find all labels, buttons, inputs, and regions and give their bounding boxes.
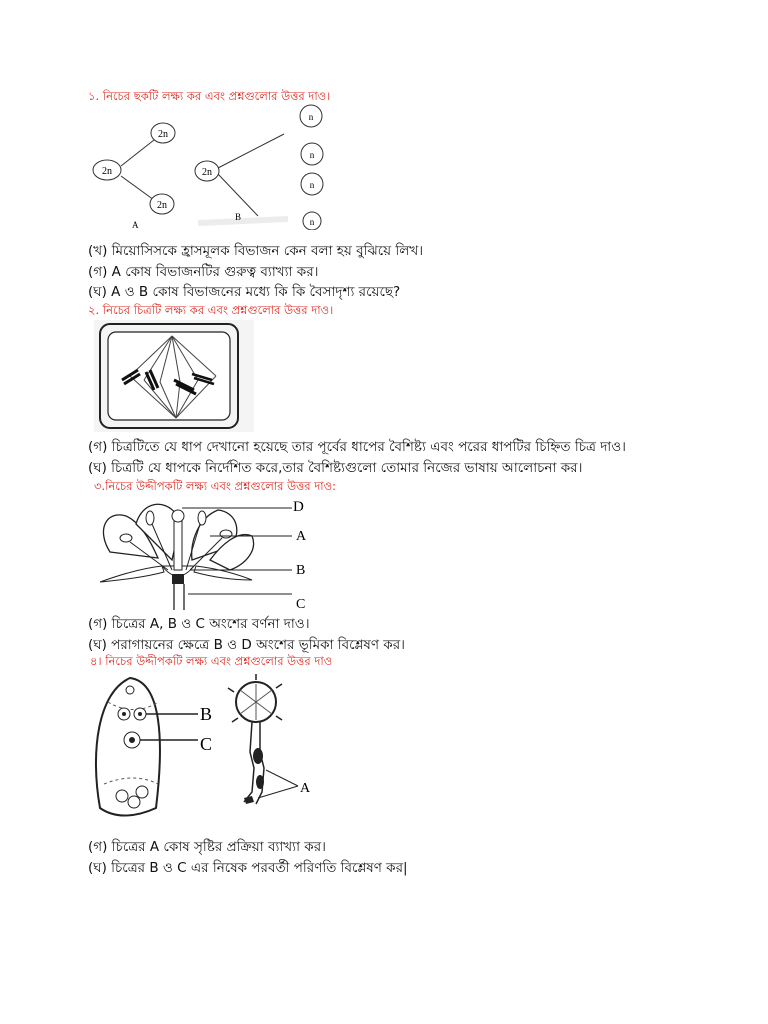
q4-fig-label-a: A: [300, 781, 311, 796]
q3-fig-label-b: B: [296, 563, 306, 578]
q1-heading: ১. নিচের ছকটি লক্ষ্য কর এবং প্রশ্নগুলোর উত্তর দাও।: [88, 89, 331, 103]
q4-fig-label-b: B: [200, 704, 213, 724]
q1-item-gha: (ঘ) A ও B কোষ বিভাজনের মধ্যে কি কি বৈসাদৃশ্য রয়েছে?: [88, 284, 401, 300]
q1-fig-n-3: n: [309, 180, 315, 190]
q3-heading: ৩.নিচের উদ্দীপকটি লক্ষ্য এবং প্রশ্নগুলোর উত্তর দাও:: [94, 479, 336, 493]
q1-fig-n-1: n: [308, 112, 314, 122]
q3-flower-diagram: [92, 494, 322, 610]
q3-fig-label-a: A: [296, 529, 307, 544]
q1-fig-2n-parent-a: 2n: [102, 166, 112, 177]
q4-item-gha: (ঘ) চিত্রের B ও C এর নিষেক পরবর্তী পরিণতি বিশ্লেষণ কর|: [88, 860, 408, 876]
q3-item-gha: (ঘ) পরাগায়নের ক্ষেত্রে B ও D অংশের ভূমিকা বিশ্লেষণ কর।: [88, 637, 406, 653]
q3-fig-label-d: D: [293, 499, 304, 515]
q1-fig-n-4: n: [309, 217, 315, 227]
q1-cell-division-diagram: [88, 104, 348, 230]
q2-item-gha: (ঘ) চিত্রটি যে ধাপকে নির্দেশিত করে,তার বৈশিষ্ট্যগুলো তোমার নিজের ভাষায় আলোচনা কর।: [88, 460, 583, 476]
q1-fig-n-2: n: [309, 150, 315, 160]
q1-fig-2n-top: 2n: [158, 129, 168, 140]
q2-metaphase-cell-diagram: [94, 320, 254, 432]
q4-item-ga: (গ) চিত্রের A কোষ সৃষ্টির প্রক্রিয়া ব্যাখ্যা কর।: [88, 839, 326, 855]
q4-heading: ৪। নিচের উদ্দীপকটি লক্ষ্য এবং প্রশ্নগুলোর উত্তর দাও: [90, 654, 333, 668]
q3-item-ga: (গ) চিত্রের A, B ও C অংশের বর্ণনা দাও।: [88, 616, 310, 632]
q2-heading: ২. নিচের চিত্রটি লক্ষ্য কর এবং প্রশ্নগুলোর উত্তর দাও।: [88, 303, 334, 317]
q4-embryo-sac-pollen-diagram: [94, 672, 334, 820]
q1-fig-2n-parent-b: 2n: [202, 167, 212, 178]
q1-fig-label-a: A: [132, 220, 139, 230]
q1-fig-2n-bottom: 2n: [157, 200, 167, 211]
q3-fig-label-c: C: [296, 597, 306, 610]
q1-item-ga: (গ) A কোষ বিভাজনটির গুরুত্ব ব্যাখ্যা কর।: [88, 264, 319, 280]
q2-item-ga: (গ) চিত্রটিতে যে ধাপ দেখানো হয়েছে তার পূর্বের ধাপের বৈশিষ্ট্য এবং পরের ধাপটির চিহ্নিত চিত্র দাও।: [88, 439, 626, 455]
q1-item-kha: (খ) মিয়োসিসকে হ্রাসমূলক বিভাজন কেন বলা হয় বুঝিয়ে লিখ।: [88, 243, 424, 259]
q4-fig-label-c: C: [200, 734, 213, 754]
q1-fig-label-b: B: [235, 212, 242, 222]
